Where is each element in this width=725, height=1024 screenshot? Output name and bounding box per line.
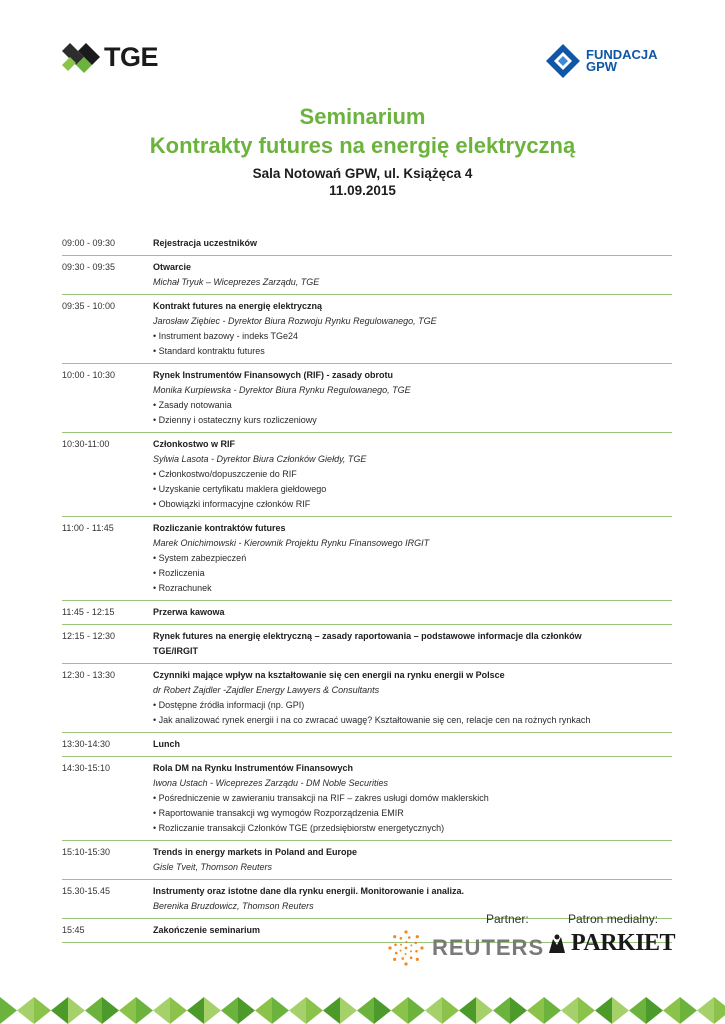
footer-triangle xyxy=(51,997,68,1024)
agenda-content xyxy=(153,629,672,659)
reuters-dot xyxy=(400,937,403,940)
footer-triangle xyxy=(204,997,221,1024)
reuters-dot xyxy=(400,950,402,952)
agenda-item-title: Instrumenty oraz istotne dane dla rynku energii. Monitorowanie i analiza. xyxy=(153,886,465,896)
tge-logo xyxy=(62,42,158,73)
gpw-logo-line1: FUNDACJA xyxy=(586,47,658,62)
agenda-row xyxy=(62,629,672,664)
agenda-content xyxy=(153,761,672,836)
reuters-dot xyxy=(410,950,412,952)
reuters-logo xyxy=(388,930,544,966)
parkiet-logo-text: PARKIET xyxy=(571,930,676,956)
reuters-dot xyxy=(410,956,413,959)
agenda-content xyxy=(153,260,672,290)
footer-triangle xyxy=(17,997,34,1024)
agenda-time: 10:00 - 10:30 xyxy=(62,370,116,380)
agenda-speaker: Iwona Ustach - Wiceprezes Zarządu - DM Noble Securities xyxy=(153,778,389,788)
agenda-row xyxy=(62,668,672,733)
agenda-row xyxy=(62,260,672,295)
agenda-item-title: Otwarcie xyxy=(153,262,192,272)
agenda-item-title: Członkostwo w RIF xyxy=(153,439,235,449)
agenda-bullet: • Pośredniczenie w zawieraniu transakcji na RIF – zakres usługi domów maklerskich xyxy=(153,793,489,803)
reuters-dots-icon xyxy=(388,930,424,966)
agenda-item-title: Rynek futures na energię elektryczną – zasady raportowania – podstawowe informacje dla członków xyxy=(153,631,582,641)
reuters-dot xyxy=(416,958,419,961)
agenda-time: 11:00 - 11:45 xyxy=(62,523,114,533)
footer-triangle xyxy=(646,997,663,1024)
footer-triangle xyxy=(578,997,595,1024)
footer-triangle xyxy=(476,997,493,1024)
reuters-logo-text: REUTERS xyxy=(432,935,545,960)
footer-triangle xyxy=(595,997,612,1024)
footer-triangle xyxy=(102,997,119,1024)
agenda-item-title: Rozliczanie kontraktów futures xyxy=(153,523,286,533)
agenda-row xyxy=(62,521,672,601)
agenda-row xyxy=(62,761,672,841)
agenda-bullet: • System zabezpieczeń xyxy=(153,553,247,563)
agenda-content xyxy=(153,668,672,728)
footer-triangle xyxy=(289,997,306,1024)
footer-triangle xyxy=(306,997,323,1024)
agenda-content xyxy=(153,368,672,428)
agenda-item-title: Rynek Instrumentów Finansowych (RIF) - zasady obrotu xyxy=(153,370,394,380)
parkiet-logo xyxy=(547,930,675,957)
agenda-time: 14:30-15:10 xyxy=(62,763,111,773)
seminar-title: Seminarium xyxy=(299,104,426,129)
agenda-speaker: Michał Tryuk – Wiceprezes Zarządu, TGE xyxy=(153,277,320,287)
agenda-content xyxy=(153,236,672,251)
agenda-bullet: • Zasady notowania xyxy=(153,400,232,410)
agenda-time: 15:10-15:30 xyxy=(62,847,111,857)
footer-triangle xyxy=(136,997,153,1024)
agenda-bullet: • Rozliczenia xyxy=(153,568,205,578)
agenda-row xyxy=(62,605,672,625)
footer-triangle xyxy=(663,997,680,1024)
agenda-speaker: Gisle Tveit, Thomson Reuters xyxy=(153,862,273,872)
fundacja-gpw-logo xyxy=(546,44,658,78)
reuters-dot xyxy=(404,962,407,965)
agenda-bullet: • Instrument bazowy - indeks TGe24 xyxy=(153,331,299,341)
agenda-bullet: • Dzienny i ostateczny kurs rozliczeniowy xyxy=(153,415,317,425)
agenda-item-title: Lunch xyxy=(153,739,180,749)
gpw-mark-icon xyxy=(546,44,580,78)
footer-triangle xyxy=(357,997,374,1024)
agenda-time: 13:30-14:30 xyxy=(62,739,111,749)
reuters-dot xyxy=(404,930,407,933)
footer-triangle xyxy=(408,997,425,1024)
footer-triangle xyxy=(119,997,136,1024)
reuters-dot xyxy=(405,953,407,955)
agenda-content xyxy=(153,845,672,875)
reuters-dot xyxy=(416,935,419,938)
agenda-speaker: Berenika Bruzdowicz, Thomson Reuters xyxy=(153,901,314,911)
reuters-dot xyxy=(400,944,402,946)
agenda-content xyxy=(153,737,672,752)
agenda-item-title: Czynniki mające wpływ na kształtowanie się cen energii na rynku energii w Polsce xyxy=(153,670,505,680)
agenda-time: 10:30-11:00 xyxy=(62,439,110,449)
agenda-time: 09:30 - 09:35 xyxy=(62,262,116,272)
agenda-content xyxy=(153,299,672,359)
reuters-dot xyxy=(420,946,423,949)
footer-triangle xyxy=(391,997,408,1024)
agenda-row xyxy=(62,437,672,517)
agenda-speaker: Sylwia Lasota - Dyrektor Biura Członków Giełdy, TGE xyxy=(153,454,367,464)
agenda-item-title: TGE/IRGIT xyxy=(153,646,198,656)
reuters-dot xyxy=(393,935,396,938)
footer-triangle xyxy=(714,997,725,1024)
tge-logo-text: TGE xyxy=(104,42,159,72)
agenda-time: 12:30 - 13:30 xyxy=(62,670,116,680)
agenda-row xyxy=(62,299,672,364)
agenda-item-title: Przerwa kawowa xyxy=(153,607,225,617)
agenda-table xyxy=(62,236,672,947)
agenda-time: 15.30-15.45 xyxy=(62,886,111,896)
agenda-row xyxy=(62,737,672,757)
venue: Sala Notowań GPW, ul. Książęca 4 xyxy=(252,166,473,181)
parkiet-emblem-icon xyxy=(547,933,567,955)
footer-triangle xyxy=(374,997,391,1024)
footer-triangle xyxy=(510,997,527,1024)
reuters-dot xyxy=(415,950,418,953)
footer-triangle xyxy=(629,997,646,1024)
footer-triangle xyxy=(425,997,442,1024)
reuters-dot xyxy=(410,944,412,946)
reuters-dot xyxy=(405,947,408,950)
footer-triangle xyxy=(221,997,238,1024)
footer-triangle xyxy=(697,997,714,1024)
agenda-speaker: dr Robert Zajdler -Zajdler Energy Lawyers & Consultants xyxy=(153,685,380,695)
reuters-dot xyxy=(394,943,397,946)
reuters-dot xyxy=(414,942,417,945)
agenda-row xyxy=(62,845,672,880)
agenda-item-title: Trends in energy markets in Poland and Europe xyxy=(153,847,358,857)
agenda-item-title: Rejestracja uczestników xyxy=(153,238,258,248)
agenda-content xyxy=(153,605,672,620)
reuters-dot xyxy=(401,957,404,960)
footer-triangle xyxy=(0,997,17,1024)
footer-triangle xyxy=(255,997,272,1024)
agenda-speaker: Jarosław Ziębiec - Dyrektor Biura Rozwoju Rynku Regulowanego, TGE xyxy=(153,316,437,326)
agenda-content xyxy=(153,521,672,596)
agenda-bullet: • Dostępne źródła informacji (np. GPI) xyxy=(153,700,305,710)
reuters-dot xyxy=(388,946,391,949)
gpw-logo-line2: GPW xyxy=(586,59,618,74)
footer-triangle xyxy=(544,997,561,1024)
footer-triangle xyxy=(187,997,204,1024)
reuters-dot xyxy=(395,952,398,955)
footer-triangle xyxy=(527,997,544,1024)
agenda-bullet: • Rozliczanie transakcji Członków TGE (przedsiębiorstw energetycznych) xyxy=(153,823,445,833)
agenda-time: 11:45 - 12:15 xyxy=(62,607,115,617)
footer-triangle xyxy=(85,997,102,1024)
agenda-speaker: Monika Kurpiewska - Dyrektor Biura Rynku Regulowanego, TGE xyxy=(153,385,411,395)
footer-triangle xyxy=(323,997,340,1024)
agenda-bullet: • Jak analizować rynek energii i na co zwracać uwagę? Kształtowanie się cen, relacje cen na rożnych rynkach xyxy=(153,715,591,725)
agenda-bullet: • Członkostwo/dopuszczenie do RIF xyxy=(153,469,297,479)
footer-triangle xyxy=(442,997,459,1024)
seminar-subtitle: Kontrakty futures na energię elektryczną xyxy=(149,133,576,158)
footer-triangle xyxy=(680,997,697,1024)
tge-mark-icon xyxy=(62,43,100,73)
agenda-content xyxy=(153,884,672,914)
footer-pattern xyxy=(0,997,725,1024)
agenda-row xyxy=(62,368,672,433)
footer-triangle xyxy=(561,997,578,1024)
agenda-time: 15:45 xyxy=(62,925,85,935)
footer-triangle xyxy=(153,997,170,1024)
agenda-bullet: • Uzyskanie certyfikatu maklera giełdowego xyxy=(153,484,327,494)
agenda-speaker: Marek Onichimowski - Kierownik Projektu Rynku Finansowego IRGIT xyxy=(153,538,430,548)
footer-triangle xyxy=(68,997,85,1024)
agenda-time: 09:00 - 09:30 xyxy=(62,238,116,248)
agenda-item-title: Kontrakt futures na energię elektryczną xyxy=(153,301,323,311)
event-date: 11.09.2015 xyxy=(329,183,396,198)
footer-triangle xyxy=(612,997,629,1024)
patron-label: Patron medialny: xyxy=(568,912,659,926)
agenda-time: 12:15 - 12:30 xyxy=(62,631,116,641)
agenda-bullet: • Raportowanie transakcji wg wymogów Rozporządzenia EMIR xyxy=(153,808,404,818)
reuters-dot xyxy=(405,941,407,943)
agenda-content xyxy=(153,437,672,512)
agenda-item-title: Rola DM na Rynku Instrumentów Finansowych xyxy=(153,763,354,773)
footer-triangle xyxy=(459,997,476,1024)
footer-triangle xyxy=(238,997,255,1024)
agenda-bullet: • Rozrachunek xyxy=(153,583,212,593)
footer-triangle xyxy=(340,997,357,1024)
agenda-bullet: • Standard kontraktu futures xyxy=(153,346,265,356)
partner-label: Partner: xyxy=(486,912,529,926)
agenda-bullet: • Obowiązki informacyjne członków RIF xyxy=(153,499,311,509)
agenda-row xyxy=(62,236,672,256)
footer-triangle xyxy=(34,997,51,1024)
footer-triangle xyxy=(272,997,289,1024)
agenda-time: 09:35 - 10:00 xyxy=(62,301,116,311)
footer-triangle xyxy=(493,997,510,1024)
reuters-dot xyxy=(393,958,396,961)
footer-triangle xyxy=(170,997,187,1024)
agenda-item-title: Zakończenie seminarium xyxy=(153,925,261,935)
reuters-dot xyxy=(408,936,411,939)
